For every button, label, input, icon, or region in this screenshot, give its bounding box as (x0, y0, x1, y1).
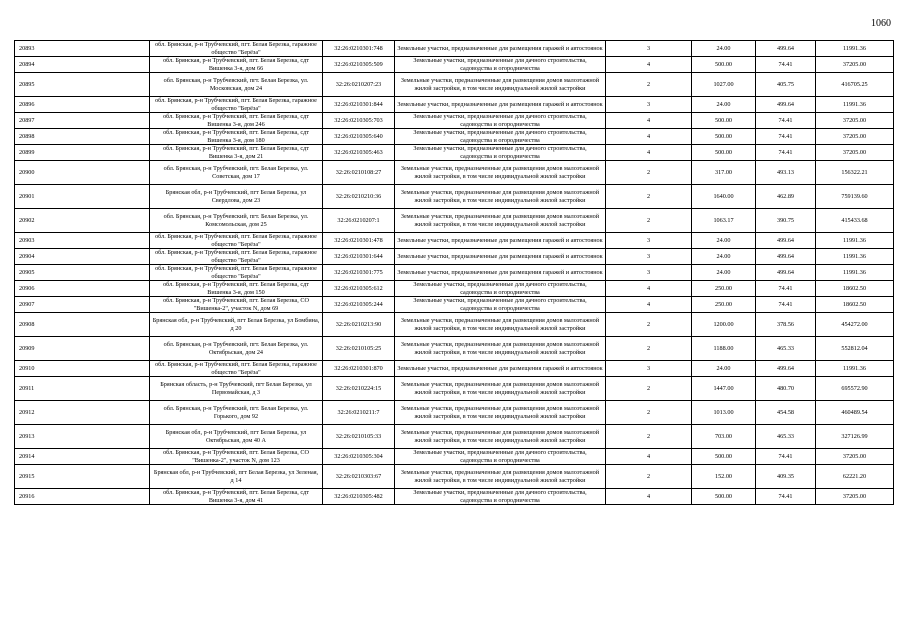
group-cell: 3 (606, 41, 692, 57)
area-cell: 24.00 (692, 233, 756, 249)
cadastral-number-cell: 32:26:0210108:27 (323, 161, 395, 185)
table-row (15, 465, 894, 489)
area-cell: 500.00 (692, 113, 756, 129)
table-row (15, 249, 894, 265)
area-cell: 500.00 (692, 145, 756, 161)
table-row (15, 161, 894, 185)
cadastral-value-cell: 11991.36 (816, 265, 894, 281)
area-cell: 24.00 (692, 41, 756, 57)
group-cell: 2 (606, 313, 692, 337)
land-use-cell: Земельные участки, предназначенные для дачного строительства, садоводства и огородничества (395, 297, 606, 313)
cadastral-number-cell: 32:26:0210301:644 (323, 249, 395, 265)
area-cell: 317.00 (692, 161, 756, 185)
land-use-cell: Земельные участки, предназначенные для размещения домов малоэтажной жилой застройки, в том числе индивидуальной жилой застройки (395, 209, 606, 233)
table-row (15, 41, 894, 57)
cadastral-value-cell: 11991.36 (816, 249, 894, 265)
address-cell: обл. Брянская, р-н Трубчевский, пгт. Белая Березка, СО "Вишенка-2", участок N, дом 123 (150, 449, 323, 465)
area-cell: 1188.00 (692, 337, 756, 361)
specific-value-cell: 74.41 (756, 297, 816, 313)
row-number: 20916 (15, 489, 150, 505)
cadastral-number-cell: 32:26:0210224:15 (323, 377, 395, 401)
area-cell: 1013.00 (692, 401, 756, 425)
area-cell: 500.00 (692, 57, 756, 73)
land-use-cell: Земельные участки, предназначенные для размещения домов малоэтажной жилой застройки, в том числе индивидуальной жилой застройки (395, 465, 606, 489)
specific-value-cell: 74.41 (756, 489, 816, 505)
cadastral-number-cell: 32:26:0210305:703 (323, 113, 395, 129)
area-cell: 1063.17 (692, 209, 756, 233)
specific-value-cell: 74.41 (756, 57, 816, 73)
specific-value-cell: 74.41 (756, 281, 816, 297)
cadastral-number-cell: 32:26:0210210:36 (323, 185, 395, 209)
address-cell: Брянская обл, р-н Трубчевский, пгт Белая Березка, ул Октябрьская, дом 40 А (150, 425, 323, 449)
specific-value-cell: 499.64 (756, 361, 816, 377)
row-number: 20901 (15, 185, 150, 209)
group-cell: 2 (606, 185, 692, 209)
specific-value-cell: 499.64 (756, 41, 816, 57)
area-cell: 24.00 (692, 97, 756, 113)
table-row (15, 313, 894, 337)
row-number: 20893 (15, 41, 150, 57)
specific-value-cell: 390.75 (756, 209, 816, 233)
cadastral-value-cell: 11991.36 (816, 233, 894, 249)
row-number: 20904 (15, 249, 150, 265)
cadastral-value-cell: 37205.00 (816, 129, 894, 145)
cadastral-number-cell: 32:26:0210305:304 (323, 449, 395, 465)
specific-value-cell: 493.13 (756, 161, 816, 185)
address-cell: обл. Брянская, р-н Трубчевский, пгт. Белая Березка, сдт Вишенка 3-я, дом 66 (150, 57, 323, 73)
table-row (15, 361, 894, 377)
cadastral-number-cell: 32:26:0210305:463 (323, 145, 395, 161)
cadastral-number-cell: 32:26:0210301:775 (323, 265, 395, 281)
page-number: 1060 (871, 18, 891, 29)
row-number: 20914 (15, 449, 150, 465)
land-use-cell: Земельные участки, предназначенные для дачного строительства, садоводства и огородничества (395, 57, 606, 73)
cadastral-value-cell: 62221.20 (816, 465, 894, 489)
cadastral-number-cell: 32:26:0210301:748 (323, 41, 395, 57)
row-number: 20905 (15, 265, 150, 281)
group-cell: 3 (606, 265, 692, 281)
group-cell: 4 (606, 489, 692, 505)
table-row (15, 265, 894, 281)
cadastral-value-cell: 18602.50 (816, 297, 894, 313)
address-cell: обл. Брянская, р-н Трубчевский, пгт. Белая Березка, ул. Горького, дом 92 (150, 401, 323, 425)
cadastral-number-cell: 32:26:0210213:90 (323, 313, 395, 337)
address-cell: Брянская обл, р-н Трубчевский, пгт Белая Березка, ул Свердлова, дом 23 (150, 185, 323, 209)
specific-value-cell: 465.33 (756, 425, 816, 449)
row-number: 20896 (15, 97, 150, 113)
row-number: 20908 (15, 313, 150, 337)
area-cell: 500.00 (692, 489, 756, 505)
group-cell: 2 (606, 73, 692, 97)
cadastral-number-cell: 32:26:0210305:509 (323, 57, 395, 73)
area-cell: 1200.00 (692, 313, 756, 337)
area-cell: 250.00 (692, 281, 756, 297)
table-row (15, 377, 894, 401)
group-cell: 2 (606, 337, 692, 361)
land-use-cell: Земельные участки, предназначенные для дачного строительства, садоводства и огородничества (395, 449, 606, 465)
cadastral-value-cell: 11991.36 (816, 361, 894, 377)
row-number: 20903 (15, 233, 150, 249)
specific-value-cell: 454.58 (756, 401, 816, 425)
cadastral-value-cell: 460489.54 (816, 401, 894, 425)
group-cell: 3 (606, 361, 692, 377)
specific-value-cell: 462.89 (756, 185, 816, 209)
area-cell: 1027.00 (692, 73, 756, 97)
table-row (15, 233, 894, 249)
table-body (15, 41, 894, 505)
address-cell: Брянская область, р-н Трубчевский, пгт Белая Березка, ул Первомайская, д 3 (150, 377, 323, 401)
land-use-cell: Земельные участки, предназначенные для дачного строительства, садоводства и огородничества (395, 113, 606, 129)
group-cell: 3 (606, 249, 692, 265)
area-cell: 500.00 (692, 129, 756, 145)
row-number: 20911 (15, 377, 150, 401)
address-cell: обл. Брянская, р-н Трубчевский, пгт. Белая Березка, сдт Вишенка 3-я, дом 21 (150, 145, 323, 161)
group-cell: 4 (606, 145, 692, 161)
land-use-cell: Земельные участки, предназначенные для дачного строительства, садоводства и огородничества (395, 281, 606, 297)
table-row (15, 337, 894, 361)
address-cell: Брянская обл, р-н Трубчевский, пгт Белая Березка, ул Бомбина, д 20 (150, 313, 323, 337)
group-cell: 3 (606, 97, 692, 113)
area-cell: 1447.00 (692, 377, 756, 401)
cadastral-value-cell: 11991.36 (816, 41, 894, 57)
group-cell: 4 (606, 281, 692, 297)
address-cell: обл. Брянская, р-н Трубчевский, пгт. Белая Березка, сдт Вишенка 3-я, дом 150 (150, 281, 323, 297)
group-cell: 4 (606, 129, 692, 145)
specific-value-cell: 74.41 (756, 145, 816, 161)
table-row (15, 73, 894, 97)
row-number: 20895 (15, 73, 150, 97)
cadastral-number-cell: 32:26:0210305:482 (323, 489, 395, 505)
table-row (15, 97, 894, 113)
land-use-cell: Земельные участки, предназначенные для размещения домов малоэтажной жилой застройки, в том числе индивидуальной жилой застройки (395, 73, 606, 97)
land-use-cell: Земельные участки, предназначенные для размещения домов малоэтажной жилой застройки, в том числе индивидуальной жилой застройки (395, 161, 606, 185)
land-use-cell: Земельные участки, предназначенные для размещения домов малоэтажной жилой застройки, в том числе индивидуальной жилой застройки (395, 185, 606, 209)
cadastral-value-cell: 327126.99 (816, 425, 894, 449)
cadastral-value-cell: 416705.25 (816, 73, 894, 97)
cadastral-value-cell: 18602.50 (816, 281, 894, 297)
row-number: 20910 (15, 361, 150, 377)
cadastral-number-cell: 32:26:0210301:844 (323, 97, 395, 113)
land-use-cell: Земельные участки, предназначенные для дачного строительства, садоводства и огородничества (395, 145, 606, 161)
specific-value-cell: 499.64 (756, 249, 816, 265)
address-cell: обл. Брянская, р-н Трубчевский, пгт. Белая Березка, сдт Вишенка 3-я, дом 41 (150, 489, 323, 505)
cadastral-value-cell: 11991.36 (816, 97, 894, 113)
specific-value-cell: 74.41 (756, 129, 816, 145)
cadastral-number-cell: 32:26:0210207:1 (323, 209, 395, 233)
area-cell: 24.00 (692, 265, 756, 281)
group-cell: 2 (606, 209, 692, 233)
address-cell: обл. Брянская, р-н Трубчевский, пгт. Белая Березка, ул. Комсомольская, дом 25 (150, 209, 323, 233)
specific-value-cell: 499.64 (756, 97, 816, 113)
cadastral-number-cell: 32:26:0210105:25 (323, 337, 395, 361)
cadastral-value-cell: 415433.68 (816, 209, 894, 233)
row-number: 20909 (15, 337, 150, 361)
land-use-cell: Земельные участки, предназначенные для размещения домов малоэтажной жилой застройки, в том числе индивидуальной жилой застройки (395, 425, 606, 449)
row-number: 20899 (15, 145, 150, 161)
row-number: 20907 (15, 297, 150, 313)
cadastral-number-cell: 32:26:0210305:640 (323, 129, 395, 145)
area-cell: 500.00 (692, 449, 756, 465)
table-row (15, 57, 894, 73)
cadastral-value-cell: 552812.04 (816, 337, 894, 361)
row-number: 20913 (15, 425, 150, 449)
specific-value-cell: 378.56 (756, 313, 816, 337)
specific-value-cell: 465.33 (756, 337, 816, 361)
cadastral-number-cell: 32:26:0210305:244 (323, 297, 395, 313)
land-use-cell: Земельные участки, предназначенные для размещения домов малоэтажной жилой застройки, в том числе индивидуальной жилой застройки (395, 313, 606, 337)
land-use-cell: Земельные участки, предназначенные для размещения гаражей и автостоянок (395, 249, 606, 265)
cadastral-value-cell: 37205.00 (816, 113, 894, 129)
row-number: 20894 (15, 57, 150, 73)
specific-value-cell: 499.64 (756, 265, 816, 281)
cadastral-number-cell: 32:26:0210301:870 (323, 361, 395, 377)
area-cell: 250.00 (692, 297, 756, 313)
table-row (15, 281, 894, 297)
land-use-cell: Земельные участки, предназначенные для размещения гаражей и автостоянок (395, 97, 606, 113)
address-cell: обл. Брянская, р-н Трубчевский, пгт. Белая Березка, гаражное общество "Берёза" (150, 233, 323, 249)
group-cell: 4 (606, 297, 692, 313)
table-row (15, 209, 894, 233)
address-cell: обл. Брянская, р-н Трубчевский, пгт. Белая Березка, гаражное общество "Берёза" (150, 41, 323, 57)
area-cell: 1640.00 (692, 185, 756, 209)
land-use-cell: Земельные участки, предназначенные для дачного строительства, садоводства и огородничества (395, 489, 606, 505)
group-cell: 4 (606, 113, 692, 129)
group-cell: 2 (606, 425, 692, 449)
table-row (15, 401, 894, 425)
land-use-cell: Земельные участки, предназначенные для дачного строительства, садоводства и огородничества (395, 129, 606, 145)
address-cell: обл. Брянская, р-н Трубчевский, пгт. Белая Березка, ул. Московская, дом 24 (150, 73, 323, 97)
address-cell: обл. Брянская, р-н Трубчевский, пгт. Белая Березка, сдт Вишенка 3-я, дом 180 (150, 129, 323, 145)
table-row (15, 185, 894, 209)
group-cell: 2 (606, 401, 692, 425)
row-number: 20902 (15, 209, 150, 233)
cadastral-value-cell: 37205.00 (816, 449, 894, 465)
address-cell: обл. Брянская, р-н Трубчевский, пгт. Белая Березка, гаражное общество "Берёза" (150, 249, 323, 265)
row-number: 20906 (15, 281, 150, 297)
cadastral-number-cell: 32:26:0210301:478 (323, 233, 395, 249)
land-use-cell: Земельные участки, предназначенные для размещения домов малоэтажной жилой застройки, в том числе индивидуальной жилой застройки (395, 401, 606, 425)
group-cell: 2 (606, 377, 692, 401)
land-use-cell: Земельные участки, предназначенные для размещения гаражей и автостоянок (395, 265, 606, 281)
cadastral-value-cell: 37205.00 (816, 57, 894, 73)
land-use-cell: Земельные участки, предназначенные для размещения гаражей и автостоянок (395, 361, 606, 377)
address-cell: обл. Брянская, р-н Трубчевский, пгт. Белая Березка, сдт Вишенка 3-я, дом 246 (150, 113, 323, 129)
row-number: 20898 (15, 129, 150, 145)
address-cell: обл. Брянская, р-н Трубчевский, пгт. Белая Березка, гаражное общество "Берёза" (150, 265, 323, 281)
land-parcel-table (14, 40, 894, 505)
table-row (15, 489, 894, 505)
address-cell: обл. Брянская, р-н Трубчевский, пгт. Белая Березка, СО "Вишенка-2", участок N, дом 69 (150, 297, 323, 313)
specific-value-cell: 74.41 (756, 449, 816, 465)
row-number: 20897 (15, 113, 150, 129)
group-cell: 4 (606, 57, 692, 73)
table-row (15, 145, 894, 161)
row-number: 20912 (15, 401, 150, 425)
group-cell: 2 (606, 161, 692, 185)
table-row (15, 113, 894, 129)
land-use-cell: Земельные участки, предназначенные для размещения гаражей и автостоянок (395, 41, 606, 57)
land-use-cell: Земельные участки, предназначенные для размещения домов малоэтажной жилой застройки, в том числе индивидуальной жилой застройки (395, 337, 606, 361)
cadastral-value-cell: 156322.21 (816, 161, 894, 185)
specific-value-cell: 480.70 (756, 377, 816, 401)
area-cell: 703.00 (692, 425, 756, 449)
cadastral-number-cell: 32:26:0210105:33 (323, 425, 395, 449)
address-cell: обл. Брянская, р-н Трубчевский, пгт. Белая Березка, гаражное общество "Берёза" (150, 97, 323, 113)
cadastral-number-cell: 32:26:0210207:23 (323, 73, 395, 97)
cadastral-value-cell: 37205.00 (816, 145, 894, 161)
address-cell: обл. Брянская, р-н Трубчевский, пгт. Белая Березка, ул. Октябрьская, дом 24 (150, 337, 323, 361)
cadastral-value-cell: 695572.90 (816, 377, 894, 401)
specific-value-cell: 409.35 (756, 465, 816, 489)
address-cell: обл. Брянская, р-н Трубчевский, пгт. Белая Березка, ул. Советская, дом 17 (150, 161, 323, 185)
table-row (15, 297, 894, 313)
cadastral-value-cell: 759139.60 (816, 185, 894, 209)
specific-value-cell: 405.75 (756, 73, 816, 97)
group-cell: 4 (606, 449, 692, 465)
cadastral-number-cell: 32:26:0210211:7 (323, 401, 395, 425)
table-row (15, 425, 894, 449)
cadastral-number-cell: 32:26:0210305:612 (323, 281, 395, 297)
table-row (15, 449, 894, 465)
address-cell: обл. Брянская, р-н Трубчевский, пгт. Белая Березка, гаражное общество "Берёза" (150, 361, 323, 377)
specific-value-cell: 499.64 (756, 233, 816, 249)
row-number: 20900 (15, 161, 150, 185)
area-cell: 24.00 (692, 361, 756, 377)
cadastral-value-cell: 454272.00 (816, 313, 894, 337)
group-cell: 3 (606, 233, 692, 249)
address-cell: Брянская обл, р-н Трубчевский, пгт Белая Березка, ул Зеленая, д 14 (150, 465, 323, 489)
area-cell: 24.00 (692, 249, 756, 265)
row-number: 20915 (15, 465, 150, 489)
table-row (15, 129, 894, 145)
area-cell: 152.00 (692, 465, 756, 489)
group-cell: 2 (606, 465, 692, 489)
land-use-cell: Земельные участки, предназначенные для размещения гаражей и автостоянок (395, 233, 606, 249)
cadastral-number-cell: 32:26:0210303:67 (323, 465, 395, 489)
land-use-cell: Земельные участки, предназначенные для размещения домов малоэтажной жилой застройки, в том числе индивидуальной жилой застройки (395, 377, 606, 401)
cadastral-value-cell: 37205.00 (816, 489, 894, 505)
specific-value-cell: 74.41 (756, 113, 816, 129)
